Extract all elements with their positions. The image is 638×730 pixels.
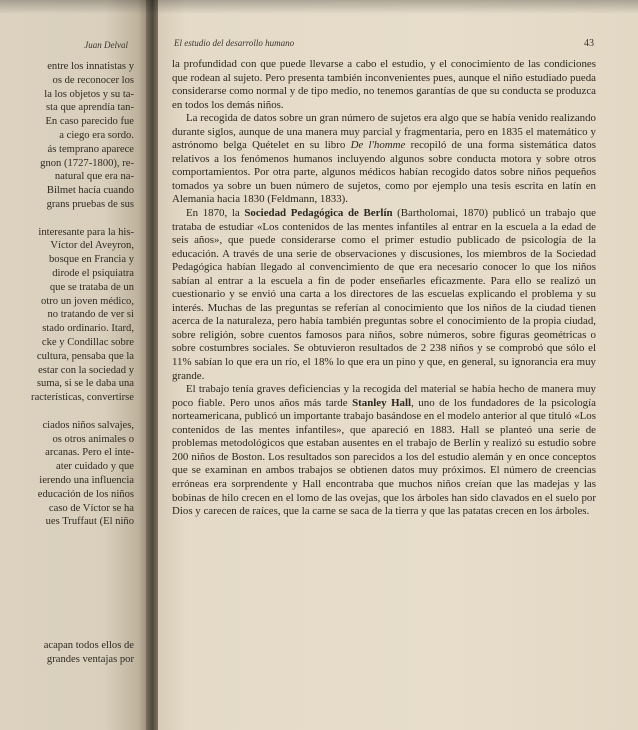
left-page-line: estar con la sociedad y xyxy=(38,364,134,376)
left-page-line: Bilmet hacía cuando xyxy=(46,185,134,197)
left-page-line: ciados niños salvajes, xyxy=(42,419,134,431)
left-page-line xyxy=(0,598,134,612)
left-page-line: ierendo una influencia xyxy=(39,474,134,486)
left-page-line: gnon (1727-1800), re- xyxy=(40,157,134,169)
left-page-line: sta que aprendía tan- xyxy=(46,102,134,114)
left-page-line xyxy=(0,543,134,557)
paragraph-4: El trabajo tenía graves deficiencias y la recogida del material se había hecho de manera muy poco fiable. Pero unos años más tarde Stanley Hall, uno de los fundadores de la psicología norteamericana, publicó un importante trabajo basándose en el modelo anterior al que tituló «Los contenidos de las mentes infantiles», que apareció en 1883. Hall se planteó una serie de problemas metodológicos que estaban ausentes en el trabajo de Berlín y realizó su estudio sobre 200 niños de Boston. Los resultados son parecidos a los del estudio alemán y en once conceptos que se examinan en ambos trabajos se obtienen datos muy próximos. El número de creencias erróneas era sorprendente y Hall encontraba que muchos niños creían que las madejas y las bobinas de hilo crecen en el lomo de las ovejas, que los árboles han sido clavados en el suelo por Dios y carecen de raíces, que la carne se saca de la tierra y que las patatas crecen en los árboles. xyxy=(172,383,596,518)
left-page-text xyxy=(0,60,134,667)
left-page-line: arcanas. Pero el inte- xyxy=(45,447,134,459)
left-page-line: caso de Víctor se ha xyxy=(48,502,134,514)
left-page xyxy=(0,0,150,730)
left-page-line: acapan todos ellos de xyxy=(43,640,134,652)
left-page-line: Víctor del Aveyron, xyxy=(50,240,134,252)
left-page-line: os otros animales o xyxy=(52,433,134,445)
left-page-line: cke y Condillac sobre xyxy=(41,336,134,348)
left-page-line xyxy=(0,405,134,419)
top-shadow xyxy=(0,0,638,14)
left-page-line: os de reconocer los xyxy=(52,74,134,86)
left-page-line xyxy=(0,626,134,640)
left-page-line: natural que era na- xyxy=(54,171,134,183)
left-page-line: entre los innatistas y xyxy=(47,61,134,72)
left-page-line: stado ordinario. Itard, xyxy=(42,323,134,335)
left-page-line: otro un joven médico, xyxy=(41,295,134,307)
left-page-line: ás temprano aparece xyxy=(47,143,134,155)
left-page-line xyxy=(0,529,134,543)
left-page-line: grans pruebas de sus xyxy=(46,198,134,210)
left-page-line: dirode el psiquiatra xyxy=(52,267,134,279)
left-page-line: interesante para la his- xyxy=(38,226,134,238)
left-page-line: ater cuidado y que xyxy=(56,461,134,473)
right-page xyxy=(158,0,638,730)
page-number: 43 xyxy=(584,38,594,49)
left-page-line: En caso parecido fue xyxy=(45,116,134,128)
body-text xyxy=(172,58,596,519)
left-page-line: que se trataba de un xyxy=(49,281,134,293)
left-page-line: educación de los niños xyxy=(37,488,134,500)
paragraph-1: la profundidad con que puede llevarse a cabo el estudio, y el conocimiento de las condiciones que rodean al sujeto. Pero presenta también inconvenientes pues, aunque el niño estudiado pueda considerarse como normal y de tipo medio, no tenemos garantías de que su conducta se produzca en todos los demás niños. xyxy=(172,58,596,111)
left-page-line xyxy=(0,570,134,584)
left-page-line xyxy=(0,584,134,598)
paragraph-2: La recogida de datos sobre un gran número de sujetos era algo que se había venido realizando durante siglos, aunque de una manera muy parcial y fragmentaria, pero en 1835 el matemático y astrónomo belga Quételet en su libro De l'homme recopiló de una forma sistemática datos relativos a los fenómenos humanos incluyendo algunos sobre conducta motora y sobre otros comportamientos. Por otra parte, algunos médicos habían recogido datos sobre niños pequeños tomados ya sobre un buen número de sujetos, como por ejemplo una tesis escrita en latín en Alemania hacia 1830 (Feldmann, 1833). xyxy=(172,112,596,206)
left-page-line xyxy=(0,612,134,626)
left-page-line: racterísticas, convertirse xyxy=(31,392,134,404)
left-page-line: la los objetos y su ta- xyxy=(44,88,134,100)
left-page-line: no tratando de ver si xyxy=(47,309,134,321)
paragraph-3: En 1870, la Sociedad Pedagógica de Berlín (Bartholomai, 1870) publicó un trabajo que trataba de estudiar «Los contenidos de las mentes infantiles al entrar en la escuela a la edad de seis años», que puede considerarse como el primer estudio publicado de psicología de la educación. A través de una serie de observaciones y discusiones, los miembros de la Sociedad Pedagógica habían llegado al convencimiento de que era necesario conocer lo que los niños sabían al entrar a la escuela a fin de poder enseñarles eficazmente. Para ello se realizó un cuestionario y se envió una carta a los directores de las escuelas explicando el problema y su interés. Muchas de las preguntas se referían al conocimiento que los niños de la ciudad tienen acerca de la naturaleza, pero había también preguntas sobre el conocimiento de la propia ciudad, sobre religión, sobre cuentos famosos para niños, sobre números, sobre figuras geométricas o sobre costumbres sociales. Se obtuvieron resultados de 2 238 niños y se comprobó que sólo el 11% sabían lo que era un río, el 18% lo que era un pino y que, en general, su ignorancia era muy grande. xyxy=(172,207,596,382)
left-page-line: grandes ventajas por xyxy=(46,654,134,666)
left-page-line: ues Truffaut (El niño xyxy=(45,516,134,528)
left-running-header: Juan Delval xyxy=(84,40,128,50)
left-page-line xyxy=(0,557,134,571)
running-header-title: El estudio del desarrollo humano xyxy=(174,38,295,48)
left-page-line: a ciego era sordo. xyxy=(59,129,134,141)
left-page-line: bosque en Francia y xyxy=(48,254,134,266)
left-page-line: cultura, pensaba que la xyxy=(36,350,134,362)
right-running-header xyxy=(174,38,594,48)
left-page-line xyxy=(0,212,134,226)
left-page-line: suma, si se le daba una xyxy=(36,378,134,390)
